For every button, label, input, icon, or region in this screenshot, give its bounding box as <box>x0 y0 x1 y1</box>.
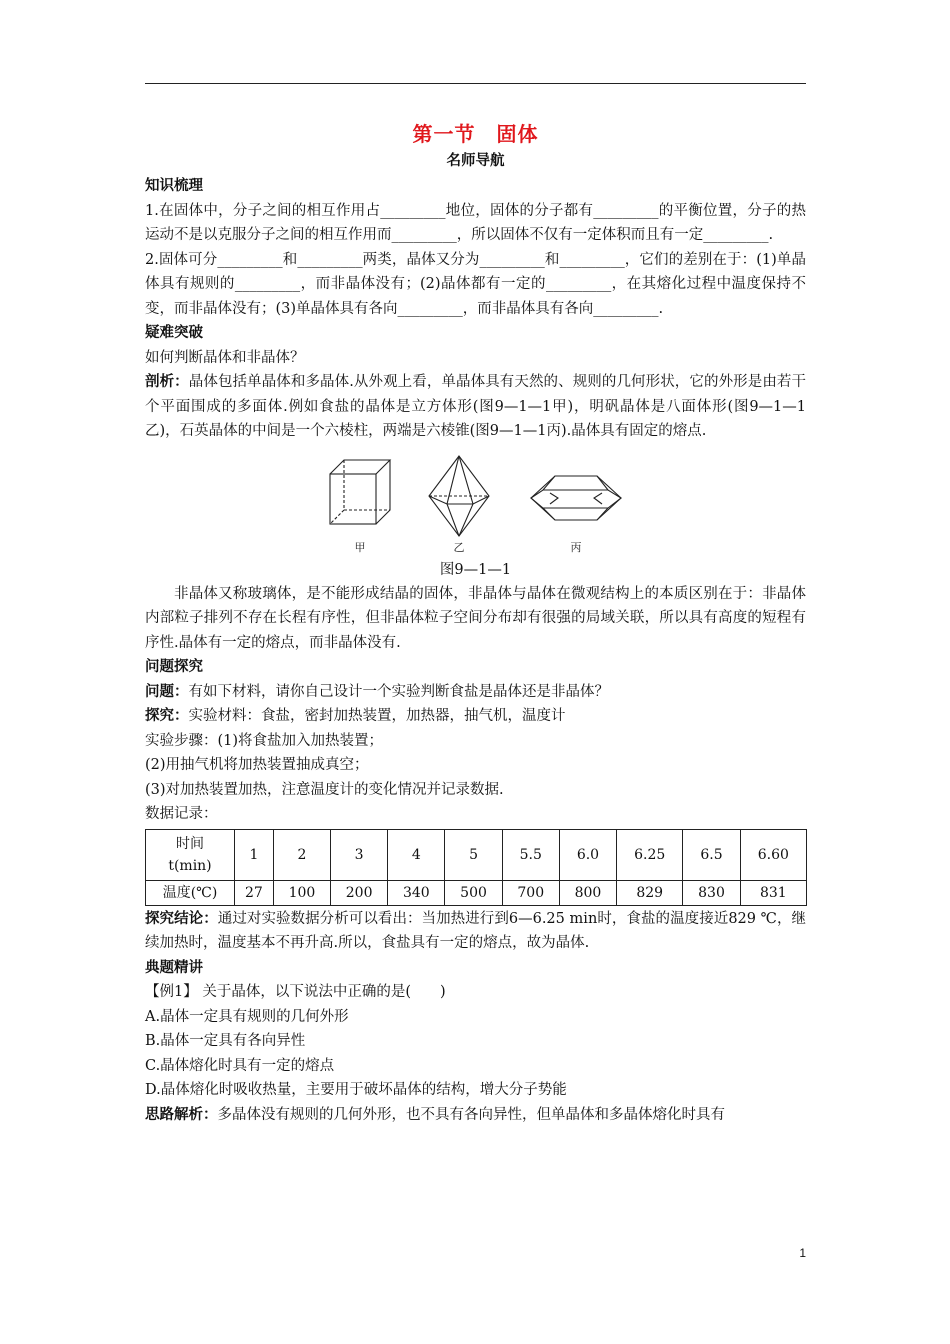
problem-label: 问题： <box>145 683 189 700</box>
analysis-text: 晶体包括单晶体和多晶体.从外观上看，单晶体具有天然的、规则的几何形状，它的外形是由若干个平面围成的多面体.例如食盐的晶体是立方体形(图9—1—1甲)，明矾晶体是八面体形(图9—1—1乙)，石英晶体的中间是一个六棱柱，两端是六棱锥(图9—1—1丙).晶体具有固定的熔点. <box>145 374 807 439</box>
crystal-shapes-svg <box>326 452 626 556</box>
header-rule <box>145 83 806 84</box>
table-row-time <box>146 829 807 880</box>
table-header-time-line1: 时间 <box>176 835 204 852</box>
section-heading-difficulty: 疑难突破 <box>145 325 203 341</box>
octahedron-crystal <box>429 456 489 536</box>
explore-text: 实验材料：食盐，密封加热装置，加热器，抽气机，温度计 <box>188 708 566 724</box>
table-row-temperature <box>146 880 807 905</box>
problem-text: 有如下材料，请你自己设计一个实验判断食盐是晶体还是非晶体？ <box>188 683 609 700</box>
data-table <box>145 829 807 906</box>
conclusion-paragraph <box>145 907 806 956</box>
table-cell: 6.25 <box>617 829 683 880</box>
page-number: 1 <box>799 1246 806 1260</box>
amorphous-paragraph: 非晶体又称玻璃体，是不能形成结晶的固体，非晶体与晶体在微观结构上的本质区别在于：非晶体内部粒子排列不存在长程有序性，但非晶体粒子空间分布却有很强的局域关联，所以具有高度的短程有序性.晶体有一定的熔点，而非晶体没有. <box>145 585 806 651</box>
table-cell: 829 <box>617 880 683 905</box>
analysis-paragraph <box>145 370 806 444</box>
table-cell: 4 <box>388 829 445 880</box>
table-cell: 5.5 <box>502 829 559 880</box>
table-cell: 340 <box>388 880 445 905</box>
hint-paragraph <box>145 1103 806 1128</box>
table-cell: 27 <box>235 880 274 905</box>
step-3: (3)对加热装置加热，注意温度计的变化情况并记录数据. <box>145 781 504 798</box>
option-a: A.晶体一定具有规则的几何外形 <box>145 1008 349 1025</box>
hint-text: 多晶体没有规则的几何外形，也不具有各向异性，但单晶体和多晶体熔化时具有 <box>217 1106 725 1123</box>
section-heading-knowledge: 知识梳理 <box>145 178 203 194</box>
figure-label-bing: 丙 <box>570 540 581 554</box>
table-cell: 3 <box>331 829 388 880</box>
table-header-time <box>146 829 235 880</box>
explore-paragraph <box>145 704 806 729</box>
option-b: B.晶体一定具有各向异性 <box>145 1033 306 1049</box>
table-cell: 800 <box>559 880 616 905</box>
table-cell: 830 <box>683 880 740 905</box>
option-c: C.晶体熔化时具有一定的熔点 <box>145 1057 335 1074</box>
table-cell: 6.60 <box>740 829 806 880</box>
section-heading-inquiry: 问题探究 <box>145 659 203 675</box>
knowledge-item-2: 2.固体可分_________和_________两类，晶体又分为_________和_________，它们的差别在于：(1)单晶体具有规则的_________，而非晶体没有；(2)晶体都有一定的_________，在其熔化过程中温度保持不变，而非晶体没有；(3)单晶体具有各向_________，而非晶体具有各向_________. <box>145 251 806 317</box>
analysis-label: 剖析： <box>145 374 189 390</box>
option-d: D.晶体熔化时吸收热量，主要用于破坏晶体的结构，增大分子势能 <box>145 1082 567 1098</box>
example-1-question: 【例1】 关于晶体，以下说法中正确的是( ) <box>145 984 446 1000</box>
step-1: 实验步骤：(1)将食盐加入加热装置； <box>145 732 384 749</box>
difficulty-question: 如何判断晶体和非晶体？ <box>145 349 305 366</box>
table-cell: 6.5 <box>683 829 740 880</box>
table-cell: 1 <box>235 829 274 880</box>
data-record-label: 数据记录： <box>145 806 218 822</box>
knowledge-item-1: 1.在固体中，分子之间的相互作用占_________地位，固体的分子都有_________的平衡位置，分子的热运动不是以克服分子之间的相互作用而_________，所以固体不仅有一定体积而且有一定_________. <box>145 202 806 243</box>
hint-label: 思路解析： <box>145 1106 218 1123</box>
problem-paragraph <box>145 680 806 705</box>
table-header-time-line2: t(min) <box>168 857 212 874</box>
quartz-crystal <box>531 476 621 520</box>
figure-label-yi: 乙 <box>453 540 464 554</box>
table-cell: 500 <box>445 880 502 905</box>
conclusion-text: 通过对实验数据分析可以看出：当加热进行到6—6.25 min时，食盐的温度接近829 ℃，继续加热时，温度基本不再升高.所以，食盐具有一定的熔点，故为晶体. <box>145 910 806 951</box>
table-cell: 100 <box>273 880 330 905</box>
table-cell: 2 <box>273 829 330 880</box>
page-subtitle: 名师导航 <box>446 153 505 169</box>
table-cell: 831 <box>740 880 806 905</box>
table-header-temperature: 温度(℃) <box>146 880 235 905</box>
explore-label: 探究： <box>145 708 189 724</box>
step-2: (2)用抽气机将加热装置抽成真空； <box>145 757 369 773</box>
table-cell: 5 <box>445 829 502 880</box>
table-cell: 700 <box>502 880 559 905</box>
table-cell: 6.0 <box>559 829 616 880</box>
cube-crystal <box>330 460 390 524</box>
conclusion-label: 探究结论： <box>145 910 218 927</box>
section-heading-examples: 典题精讲 <box>145 959 203 976</box>
table-cell: 200 <box>331 880 388 905</box>
crystal-figure <box>145 452 806 556</box>
figure-caption: 图9—1—1 <box>439 561 512 578</box>
page-title: 第一节 固体 <box>412 122 539 146</box>
figure-label-jia: 甲 <box>354 540 365 554</box>
content <box>145 118 806 1127</box>
